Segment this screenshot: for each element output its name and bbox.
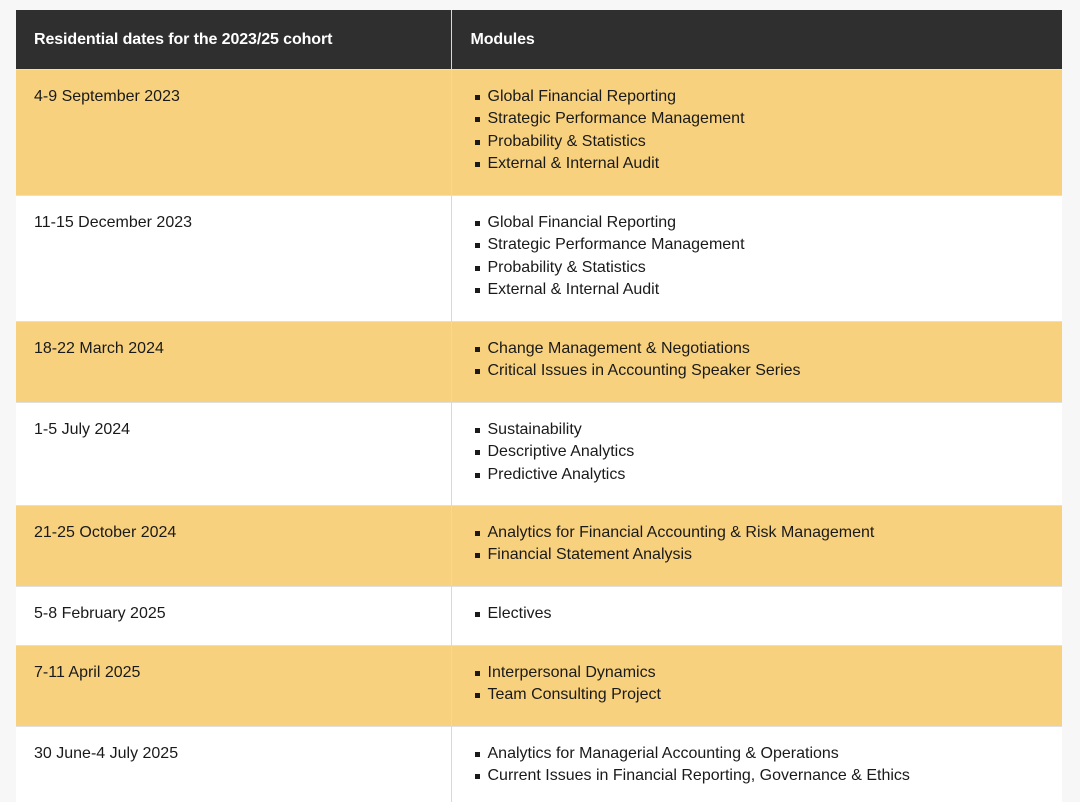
row-modules bbox=[451, 70, 1062, 196]
row-modules bbox=[451, 727, 1062, 802]
module-list bbox=[474, 86, 1063, 176]
module-item: Predictive Analytics bbox=[474, 464, 1063, 486]
header-modules: Modules bbox=[451, 10, 1062, 70]
module-list bbox=[474, 662, 1063, 707]
module-item: Probability & Statistics bbox=[474, 131, 1063, 153]
module-list bbox=[474, 212, 1063, 302]
row-date: 30 June-4 July 2025 bbox=[16, 727, 451, 802]
module-item: Critical Issues in Accounting Speaker Series bbox=[474, 360, 1063, 382]
module-item: Change Management & Negotiations bbox=[474, 338, 1063, 360]
row-date: 4-9 September 2023 bbox=[16, 70, 451, 196]
table-row bbox=[16, 196, 1062, 322]
row-modules bbox=[451, 587, 1062, 646]
row-modules bbox=[451, 403, 1062, 506]
table-header bbox=[16, 10, 1062, 70]
module-item: Interpersonal Dynamics bbox=[474, 662, 1063, 684]
header-row bbox=[16, 10, 1062, 70]
module-item: Strategic Performance Management bbox=[474, 108, 1063, 130]
module-item: Strategic Performance Management bbox=[474, 234, 1063, 256]
row-date: 18-22 March 2024 bbox=[16, 322, 451, 403]
module-list bbox=[474, 338, 1063, 383]
row-modules bbox=[451, 506, 1062, 587]
row-date: 1-5 July 2024 bbox=[16, 403, 451, 506]
header-dates: Residential dates for the 2023/25 cohort bbox=[16, 10, 451, 70]
row-date: 7-11 April 2025 bbox=[16, 646, 451, 727]
module-item: Sustainability bbox=[474, 419, 1063, 441]
module-item: Descriptive Analytics bbox=[474, 441, 1063, 463]
module-item: Probability & Statistics bbox=[474, 257, 1063, 279]
module-item: Global Financial Reporting bbox=[474, 212, 1063, 234]
module-item: Electives bbox=[474, 603, 1063, 625]
module-list bbox=[474, 603, 1063, 625]
row-modules bbox=[451, 322, 1062, 403]
row-modules bbox=[451, 196, 1062, 322]
module-item: External & Internal Audit bbox=[474, 279, 1063, 301]
row-date: 21-25 October 2024 bbox=[16, 506, 451, 587]
module-item: External & Internal Audit bbox=[474, 153, 1063, 175]
table-row bbox=[16, 587, 1062, 646]
table-row bbox=[16, 646, 1062, 727]
row-date: 11-15 December 2023 bbox=[16, 196, 451, 322]
residential-dates-table bbox=[16, 10, 1062, 802]
module-list bbox=[474, 419, 1063, 486]
residential-dates-table-container bbox=[16, 10, 1062, 802]
module-item: Analytics for Financial Accounting & Risk Management bbox=[474, 522, 1063, 544]
table-row bbox=[16, 403, 1062, 506]
module-item: Team Consulting Project bbox=[474, 684, 1063, 706]
row-modules bbox=[451, 646, 1062, 727]
table-row bbox=[16, 70, 1062, 196]
table-row bbox=[16, 727, 1062, 802]
module-item: Global Financial Reporting bbox=[474, 86, 1063, 108]
table-row bbox=[16, 506, 1062, 587]
table-row bbox=[16, 322, 1062, 403]
module-item: Financial Statement Analysis bbox=[474, 544, 1063, 566]
module-list bbox=[474, 743, 1063, 788]
row-date: 5-8 February 2025 bbox=[16, 587, 451, 646]
module-item: Analytics for Managerial Accounting & Operations bbox=[474, 743, 1063, 765]
module-list bbox=[474, 522, 1063, 567]
module-item: Current Issues in Financial Reporting, Governance & Ethics bbox=[474, 765, 1063, 787]
